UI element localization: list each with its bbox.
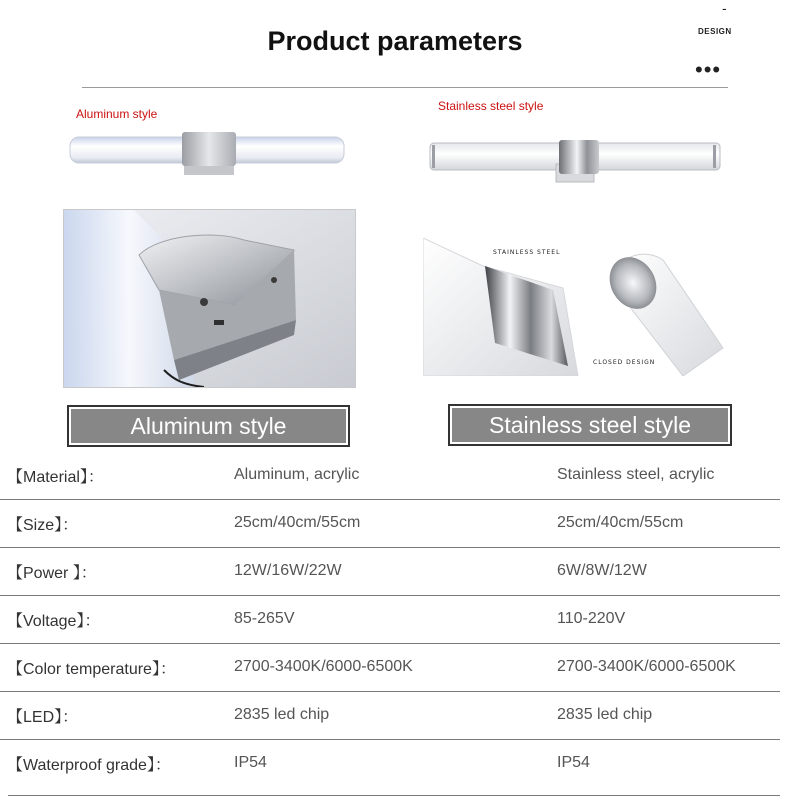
header-divider xyxy=(82,87,728,88)
spec-label: 【Voltage】： xyxy=(7,613,101,630)
spec-label: 【Size】： xyxy=(7,517,79,534)
page-title: Product parameters xyxy=(267,26,523,56)
spec-value-stainless: IP54 xyxy=(557,754,590,771)
spec-value-stainless: 110-220V xyxy=(557,610,626,627)
spec-value-aluminum: Aluminum, acrylic xyxy=(234,466,360,483)
spec-value-aluminum: 85-265V xyxy=(234,610,295,627)
brand-dash: - xyxy=(722,0,727,16)
spec-row-voltage xyxy=(0,596,780,644)
stainless-style-caption: Stainless steel style xyxy=(438,99,544,113)
spec-label: 【Power 】： xyxy=(7,565,97,582)
stainless-lamp-image xyxy=(426,130,726,185)
spec-row-led xyxy=(0,692,780,740)
aluminum-closeup-photo xyxy=(63,209,356,388)
spec-value-stainless: 2835 led chip xyxy=(557,706,653,723)
stainless-style-banner xyxy=(448,404,732,446)
stainless-banner-text: Stainless steel style xyxy=(452,408,728,442)
row-divider xyxy=(8,795,780,796)
spec-value-stainless: 6W/8W/12W xyxy=(557,562,647,579)
spec-value-stainless: 2700-3400K/6000-6500K xyxy=(557,658,736,675)
aluminum-style-caption: Aluminum style xyxy=(76,107,158,121)
stainless-photo-label-bottom: CLOSED DESIGN xyxy=(593,359,656,366)
spec-value-aluminum: 12W/16W/22W xyxy=(234,562,342,579)
spec-row-power xyxy=(0,548,780,596)
aluminum-banner-text: Aluminum style xyxy=(71,409,346,443)
spec-value-stainless: 25cm/40cm/55cm xyxy=(557,514,684,531)
spec-value-stainless: Stainless steel, acrylic xyxy=(557,466,715,483)
spec-row-size xyxy=(0,500,780,548)
spec-row-color-temperature xyxy=(0,644,780,692)
aluminum-lamp-image xyxy=(66,120,351,180)
brand-label: DESIGN xyxy=(698,27,732,36)
spec-label: 【LED】： xyxy=(7,709,79,726)
spec-label: 【Waterproof grade】： xyxy=(7,757,171,774)
spec-value-aluminum: IP54 xyxy=(234,754,267,771)
spec-row-waterproof xyxy=(0,740,780,788)
stainless-photo-label-top: STAINLESS STEEL xyxy=(493,249,561,256)
aluminum-style-banner xyxy=(67,405,350,447)
spec-value-aluminum: 25cm/40cm/55cm xyxy=(234,514,361,531)
spec-label: 【Material】： xyxy=(7,469,104,486)
spec-value-aluminum: 2835 led chip xyxy=(234,706,330,723)
spec-row-material xyxy=(0,452,780,500)
more-dots-icon: ••• xyxy=(695,57,722,82)
spec-label: 【Color temperature】： xyxy=(7,661,176,678)
stainless-closeup-photo xyxy=(423,238,733,376)
spec-value-aluminum: 2700-3400K/6000-6500K xyxy=(234,658,413,675)
